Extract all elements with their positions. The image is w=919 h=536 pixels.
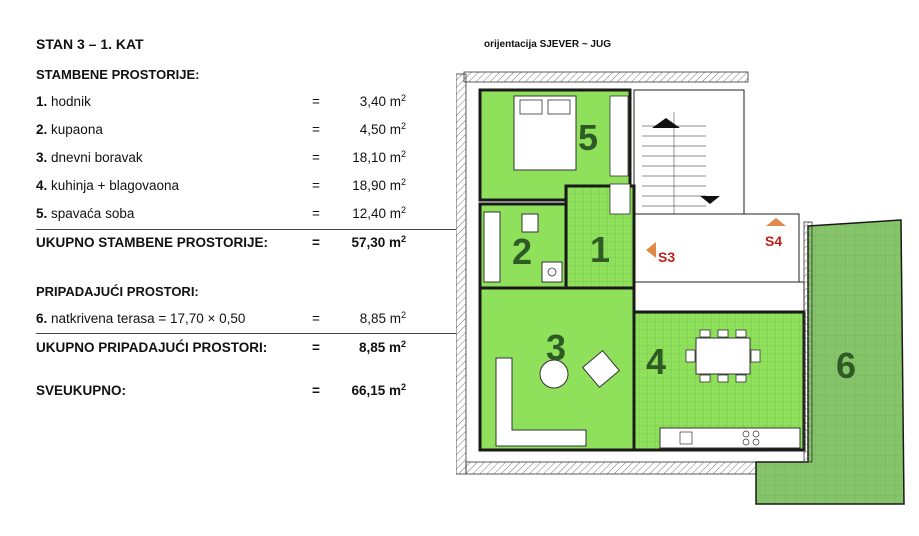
floor-plan: [456, 66, 916, 506]
room-area: 8,85 m: [359, 311, 401, 326]
room-area: 12,40 m: [352, 206, 401, 221]
room-label-4: 4: [646, 341, 667, 382]
equals-sign: =: [312, 150, 320, 165]
unit-exponent: 2: [400, 339, 406, 349]
room-label-1: 1: [590, 229, 611, 270]
divider: [36, 333, 456, 334]
ancillary-total-row: [36, 340, 456, 360]
room-area: 18,90 m: [352, 178, 401, 193]
section-mark-s4: S4: [765, 233, 783, 249]
grand-total-area: 66,15 m: [351, 383, 401, 398]
bathtub-icon: [484, 212, 500, 282]
room-area: 4,50 m: [359, 122, 401, 137]
room-label-5: 5: [578, 117, 599, 158]
terrace-wall: [804, 222, 812, 462]
toilet-icon: [522, 214, 538, 232]
total-area: 8,85 m: [358, 340, 401, 355]
room-row-hodnik: [36, 94, 456, 114]
room-area: 18,10 m: [352, 150, 401, 165]
room-label-3: 3: [546, 327, 567, 368]
room-row-terasa: [36, 311, 456, 331]
equals-sign: =: [312, 122, 320, 137]
unit-exponent: 2: [400, 121, 406, 131]
room-name: kuhinja + blagovaona: [51, 178, 180, 193]
wardrobe: [610, 96, 628, 176]
roof-edge: [464, 72, 748, 82]
room-area: 3,40 m: [359, 94, 401, 109]
total-area: 57,30 m: [351, 235, 401, 250]
kitchen-counter: [660, 428, 800, 448]
room-name: natkrivena terasa = 17,70 × 0,50: [51, 311, 246, 326]
total-label: UKUPNO PRIPADAJUĆI PROSTORI:: [36, 340, 268, 355]
unit-exponent: 2: [400, 382, 406, 392]
section-mark-s3: S3: [658, 249, 676, 265]
room-label-2: 2: [512, 231, 533, 272]
room-name: spavaća soba: [51, 206, 135, 221]
equals-sign: =: [312, 311, 320, 326]
room-number: 1.: [36, 94, 48, 109]
sink-icon: [542, 262, 562, 282]
unit-exponent: 2: [400, 234, 406, 244]
room-row-dnevni-boravak: [36, 150, 456, 170]
room-number: 2.: [36, 122, 48, 137]
utility-unit: [610, 184, 630, 214]
corridor-wall: [634, 282, 804, 312]
dining-table-icon: [696, 338, 750, 374]
equals-sign: =: [312, 178, 320, 193]
equals-sign: =: [312, 383, 320, 398]
residential-total-row: [36, 235, 456, 255]
room-name: hodnik: [51, 94, 91, 109]
roof-edge: [456, 74, 466, 474]
room-label-6: 6: [836, 345, 857, 386]
room-name: kupaona: [51, 122, 103, 137]
equals-sign: =: [312, 340, 320, 355]
total-label: UKUPNO STAMBENE PROSTORIJE:: [36, 235, 269, 250]
room-row-kuhinja-blagovaona: [36, 178, 456, 198]
room-number: 3.: [36, 150, 48, 165]
equals-sign: =: [312, 94, 320, 109]
room-row-spavaca-soba: [36, 206, 456, 226]
grand-total-row: [36, 383, 456, 403]
room-row-kupaona: [36, 122, 456, 142]
unit-exponent: 2: [400, 149, 406, 159]
room-name: dnevni boravak: [51, 150, 143, 165]
residential-heading: STAMBENE PROSTORIJE:: [36, 67, 200, 82]
equals-sign: =: [312, 206, 320, 221]
divider: [36, 229, 456, 230]
room-number: 5.: [36, 206, 48, 221]
roof-edge: [466, 462, 796, 474]
grand-total-label: SVEUKUPNO:: [36, 383, 127, 398]
page-title: STAN 3 – 1. KAT: [36, 36, 144, 52]
room-number: 6.: [36, 311, 48, 326]
room-number: 4.: [36, 178, 48, 193]
unit-exponent: 2: [400, 310, 406, 320]
unit-exponent: 2: [400, 205, 406, 215]
unit-exponent: 2: [400, 93, 406, 103]
orientation-label: orijentacija SJEVER ~ JUG: [484, 39, 611, 50]
equals-sign: =: [312, 235, 320, 250]
ancillary-heading: PRIPADAJUĆI PROSTORI:: [36, 284, 199, 299]
unit-exponent: 2: [400, 177, 406, 187]
